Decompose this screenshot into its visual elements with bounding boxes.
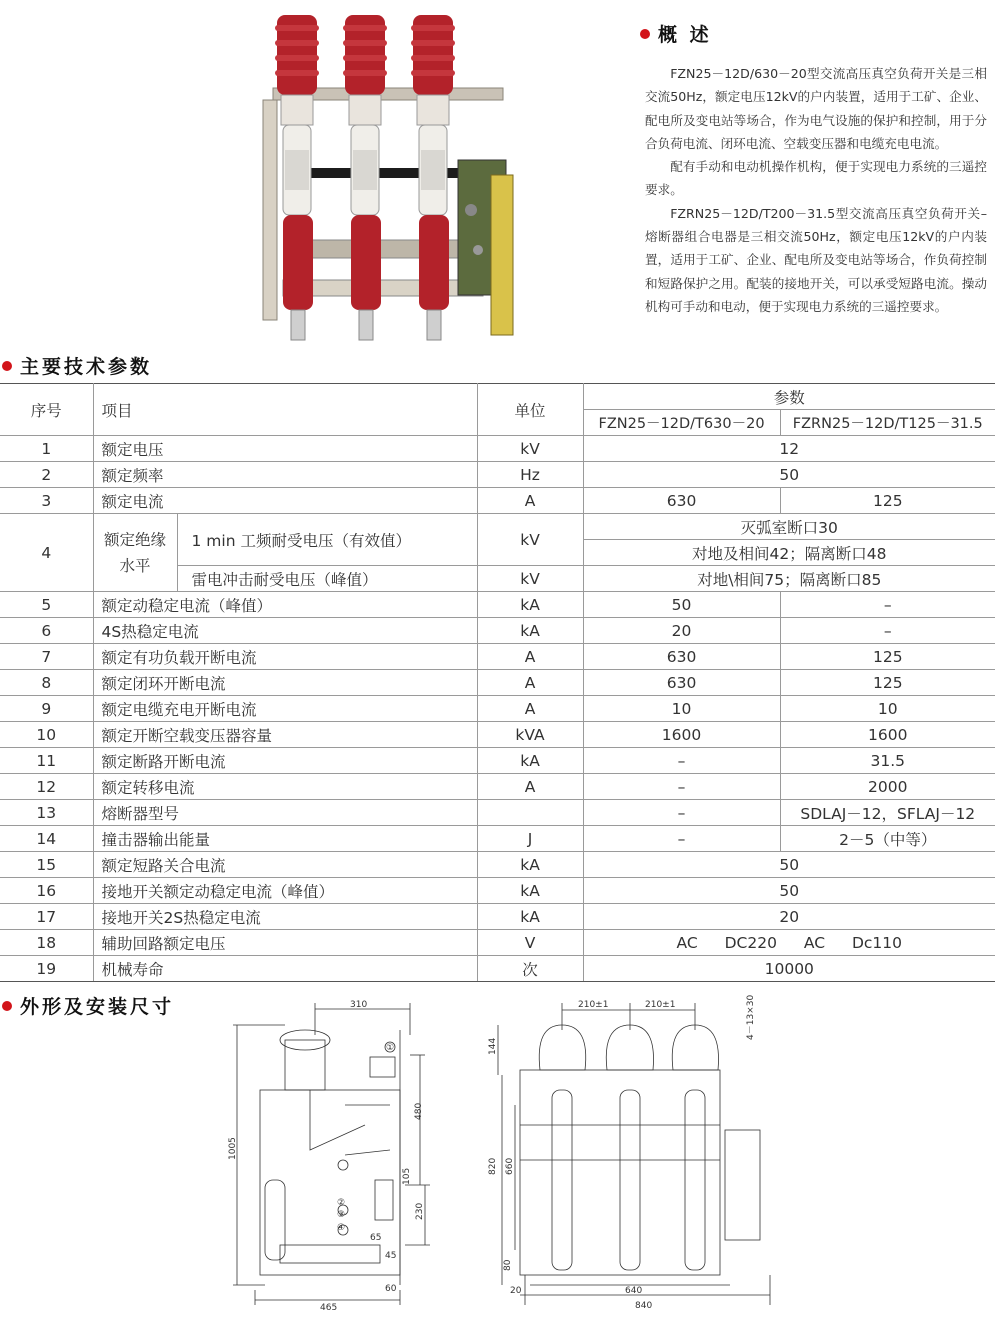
row-no: 5 xyxy=(0,592,93,618)
row-item: 接地开关额定动稳定电流（峰值） xyxy=(93,878,477,904)
front-view-drawing xyxy=(480,995,780,1313)
row-no: 17 xyxy=(0,904,93,930)
insulation-sub1-value-b: 对地及相间42；隔离断口48 xyxy=(583,540,995,566)
row-no: 4 xyxy=(0,514,93,592)
row-item: 4S热稳定电流 xyxy=(93,618,477,644)
dim-144: 144 xyxy=(488,1037,498,1055)
header-model-a: FZN25－12D/T630－20 xyxy=(583,410,780,436)
row-value-b: 125 xyxy=(780,670,995,696)
dim-820: 820 xyxy=(488,1157,498,1175)
dim-20: 20 xyxy=(510,1286,522,1296)
dim-65: 65 xyxy=(370,1233,382,1243)
table-row xyxy=(0,852,995,878)
row-item: 额定有功负载开断电流 xyxy=(93,644,477,670)
row-unit: kVA xyxy=(477,722,583,748)
specs-title: 主要技术参数 xyxy=(20,356,153,378)
row-value-a: 50 xyxy=(583,592,780,618)
row-unit: kA xyxy=(477,852,583,878)
row-value: 50 xyxy=(583,878,995,904)
row-value-b: – xyxy=(780,618,995,644)
overview-paragraph-2: 配有手动和电动机操作机构，便于实现电力系统的三遥控要求。 xyxy=(645,159,987,198)
table-row xyxy=(0,436,995,462)
row-no: 8 xyxy=(0,670,93,696)
table-row xyxy=(0,800,995,826)
bullet-dot-icon xyxy=(640,29,650,39)
table-row xyxy=(0,644,995,670)
dim-660: 660 xyxy=(505,1157,515,1175)
row-item: 辅助回路额定电压 xyxy=(93,930,477,956)
dim-640: 640 xyxy=(625,1286,643,1296)
insulation-sub2-value: 对地\相间75；隔离断口85 xyxy=(583,566,995,592)
table-row xyxy=(0,618,995,644)
dimensions-heading xyxy=(2,992,174,1019)
insulation-sub1-label: 1 min 工频耐受电压（有效值） xyxy=(177,514,477,566)
dim-465: 465 xyxy=(320,1303,338,1313)
row-value-b: 1600 xyxy=(780,722,995,748)
dimensions-title: 外形及安装尺寸 xyxy=(20,996,175,1018)
spec-table xyxy=(0,383,995,982)
insulation-sub1-value-a: 灭弧室断口30 xyxy=(583,514,995,540)
table-row xyxy=(0,592,995,618)
overview-paragraph-3: FZRN25－12D/T200－31.5型交流高压真空负荷开关–熔断器组合电器是三相交流50Hz，额定电压12kV的户内装置，适用于工矿、企业、配电所及变电站等场合，作负荷控制和短路保护之用。配装的接地开关，可以承受短路电流。操动机构可手动和电动，便于实现电力系统的三遥控要求。 xyxy=(645,205,987,314)
row-value: 12 xyxy=(583,436,995,462)
dim-310: 310 xyxy=(350,1000,368,1010)
row-unit: J xyxy=(477,826,583,852)
row-value-a: 630 xyxy=(583,670,780,696)
row-item: 额定频率 xyxy=(93,462,477,488)
table-row xyxy=(0,930,995,956)
row-unit: Hz xyxy=(477,462,583,488)
row-no: 18 xyxy=(0,930,93,956)
row-unit: A xyxy=(477,670,583,696)
table-row xyxy=(0,904,995,930)
dim-210-2: 210±1 xyxy=(645,1000,676,1010)
row-value-b: SDLAJ－12，SFLAJ－12 xyxy=(780,800,995,826)
callout-1: ① xyxy=(386,1043,395,1053)
row-no: 16 xyxy=(0,878,93,904)
bullet-dot-icon xyxy=(2,361,12,371)
row-value-a: 20 xyxy=(583,618,780,644)
header-no: 序号 xyxy=(0,384,93,436)
row-unit: A xyxy=(477,644,583,670)
dim-80: 80 xyxy=(503,1259,513,1271)
dim-480: 480 xyxy=(414,1102,424,1120)
callout-2: ② xyxy=(337,1198,346,1208)
table-row xyxy=(0,826,995,852)
row-item: 接地开关2S热稳定电流 xyxy=(93,904,477,930)
table-row-insulation-1 xyxy=(0,514,995,540)
row-item: 额定电流 xyxy=(93,488,477,514)
row-item: 额定短路关合电流 xyxy=(93,852,477,878)
row-no: 13 xyxy=(0,800,93,826)
row-value: 50 xyxy=(583,852,995,878)
row-unit: 次 xyxy=(477,956,583,982)
row-unit: kA xyxy=(477,878,583,904)
row-item: 熔断器型号 xyxy=(93,800,477,826)
row-no: 7 xyxy=(0,644,93,670)
overview-paragraph-1: FZN25－12D/630－20型交流高压真空负荷开关是三相交流50Hz，额定电压12kV的户内装置，适用于工矿、企业、配电所及变电站等场合，作为电气设施的保护和控制，用于分合负荷电流、闭环电流、空载变压器和电缆充电电流。 xyxy=(645,66,987,151)
row-value-b: 10 xyxy=(780,696,995,722)
row-value: 10000 xyxy=(583,956,995,982)
row-unit: A xyxy=(477,774,583,800)
dim-840: 840 xyxy=(635,1301,653,1311)
table-row xyxy=(0,462,995,488)
product-photo xyxy=(253,10,528,355)
row-unit: A xyxy=(477,696,583,722)
overview-heading xyxy=(640,20,712,47)
table-header-row-1 xyxy=(0,384,995,410)
insulation-group-label: 额定绝缘水平 xyxy=(93,514,177,592)
side-view-drawing xyxy=(225,995,440,1313)
row-value-b: 125 xyxy=(780,488,995,514)
row-value-b: 2－5（中等） xyxy=(780,826,995,852)
overview-title: 概 述 xyxy=(658,24,712,46)
row-unit: A xyxy=(477,488,583,514)
row-no: 9 xyxy=(0,696,93,722)
row-no: 19 xyxy=(0,956,93,982)
insulation-sub2-unit: kV xyxy=(477,566,583,592)
table-row xyxy=(0,696,995,722)
row-unit: kV xyxy=(477,436,583,462)
callout-4: ④ xyxy=(337,1223,346,1233)
header-model-b: FZRN25－12D/T125－31.5 xyxy=(780,410,995,436)
row-no: 6 xyxy=(0,618,93,644)
row-no: 14 xyxy=(0,826,93,852)
row-no: 3 xyxy=(0,488,93,514)
dim-105: 105 xyxy=(402,1167,412,1185)
row-value-a: 1600 xyxy=(583,722,780,748)
row-item: 额定动稳定电流（峰值） xyxy=(93,592,477,618)
row-value-b: 31.5 xyxy=(780,748,995,774)
overview-text xyxy=(645,62,987,318)
row-unit: kA xyxy=(477,904,583,930)
row-unit: kA xyxy=(477,592,583,618)
row-unit: kA xyxy=(477,618,583,644)
row-no: 15 xyxy=(0,852,93,878)
row-value: AC DC220 AC Dc110 xyxy=(583,930,995,956)
insulation-sub2-label: 雷电冲击耐受电压（峰值） xyxy=(177,566,477,592)
row-no: 11 xyxy=(0,748,93,774)
row-value-a: 630 xyxy=(583,644,780,670)
table-row xyxy=(0,488,995,514)
row-item: 撞击器输出能量 xyxy=(93,826,477,852)
row-item: 额定闭环开断电流 xyxy=(93,670,477,696)
insulation-sub1-unit: kV xyxy=(477,514,583,566)
dim-45: 45 xyxy=(385,1251,397,1261)
row-value-b: – xyxy=(780,592,995,618)
row-value-a: – xyxy=(583,774,780,800)
row-unit xyxy=(477,800,583,826)
row-item: 额定断路开断电流 xyxy=(93,748,477,774)
row-value-a: – xyxy=(583,800,780,826)
row-no: 2 xyxy=(0,462,93,488)
table-row xyxy=(0,722,995,748)
row-value-a: – xyxy=(583,826,780,852)
row-value-b: 125 xyxy=(780,644,995,670)
row-unit: kA xyxy=(477,748,583,774)
row-value: 50 xyxy=(583,462,995,488)
header-params: 参数 xyxy=(583,384,995,410)
table-row xyxy=(0,670,995,696)
bullet-dot-icon xyxy=(2,1001,12,1011)
row-value-b: 2000 xyxy=(780,774,995,800)
row-item: 机械寿命 xyxy=(93,956,477,982)
dim-230: 230 xyxy=(415,1202,425,1220)
table-row xyxy=(0,956,995,982)
callout-3: ③ xyxy=(337,1210,346,1220)
row-item: 额定开断空载变压器容量 xyxy=(93,722,477,748)
row-unit: V xyxy=(477,930,583,956)
row-value-a: – xyxy=(583,748,780,774)
header-unit: 单位 xyxy=(477,384,583,436)
dim-1005: 1005 xyxy=(228,1137,238,1160)
row-no: 1 xyxy=(0,436,93,462)
dim-210-1: 210±1 xyxy=(578,1000,609,1010)
row-value-a: 630 xyxy=(583,488,780,514)
header-item: 项目 xyxy=(93,384,477,436)
row-value: 20 xyxy=(583,904,995,930)
dim-4-13x30: 4－13×30 xyxy=(746,995,756,1040)
table-row xyxy=(0,774,995,800)
table-row xyxy=(0,748,995,774)
row-no: 12 xyxy=(0,774,93,800)
row-no: 10 xyxy=(0,722,93,748)
row-item: 额定转移电流 xyxy=(93,774,477,800)
row-item: 额定电压 xyxy=(93,436,477,462)
dim-60: 60 xyxy=(385,1284,397,1294)
specs-heading xyxy=(2,352,152,379)
row-item: 额定电缆充电开断电流 xyxy=(93,696,477,722)
row-value-a: 10 xyxy=(583,696,780,722)
table-row xyxy=(0,878,995,904)
